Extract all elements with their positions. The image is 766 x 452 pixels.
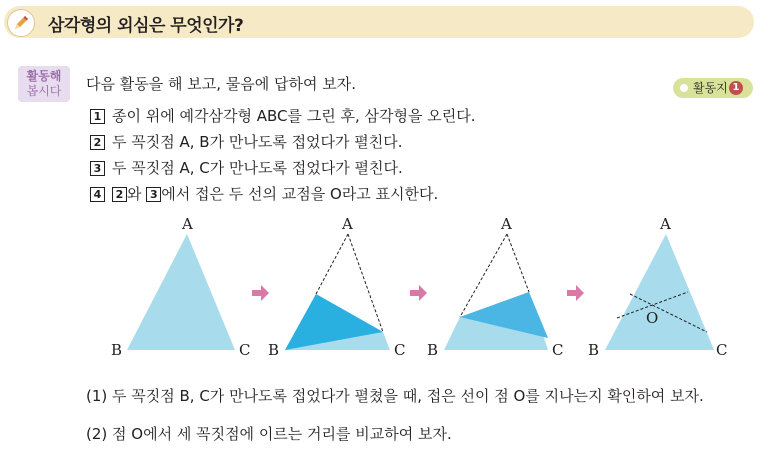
label-a-4: A <box>660 215 671 233</box>
step-text: 에서 접은 두 선의 교점을 O라고 표시한다. <box>161 185 439 203</box>
dashed-edge <box>507 234 529 292</box>
badge-line2: 봅시다 <box>26 84 62 98</box>
label-a-1: A <box>182 215 193 233</box>
step-text: 두 꼭짓점 A, B가 만나도록 접었다가 펼친다. <box>112 133 403 151</box>
triangle-4 <box>605 234 714 350</box>
label-c-1: C <box>239 341 251 359</box>
step-text: 두 꼭짓점 A, C가 만나도록 접었다가 펼친다. <box>112 159 403 177</box>
triangle-1 <box>127 234 235 350</box>
label-c-2: C <box>394 341 406 359</box>
page-title: 삼각형의 외심은 무엇인가? <box>48 16 244 36</box>
step-mid: 와 <box>127 185 147 203</box>
step-number: 2 <box>90 135 105 150</box>
label-c-3: C <box>552 341 564 359</box>
step-text: 종이 위에 예각삼각형 ABC를 그린 후, 삼각형을 오린다. <box>112 107 476 125</box>
label-a-2: A <box>342 215 353 233</box>
label-o-4: O <box>646 309 659 327</box>
label-b-1: B <box>111 341 123 359</box>
arrow-icon-2 <box>410 285 427 301</box>
worksheet-label: 활동지 <box>693 81 728 95</box>
label-c-4: C <box>716 341 728 359</box>
step-number: 1 <box>90 109 105 124</box>
badge-line1: 활동해 <box>26 69 62 83</box>
intro-text: 다음 활동을 해 보고, 물음에 답하여 보자. <box>86 75 356 93</box>
step-number: 4 <box>90 187 105 202</box>
arrow-icon-1 <box>252 285 269 301</box>
label-a-3: A <box>501 215 512 233</box>
question-1: (1) 두 꼭짓점 B, C가 만나도록 접었다가 펼쳤을 때, 접은 선이 점 O를 지나는지 확인하여 보자. <box>86 387 704 405</box>
worksheet-number: 1 <box>729 81 743 95</box>
dashed-edge <box>316 234 348 294</box>
step-ref: 3 <box>146 187 161 202</box>
question-2: (2) 점 O에서 세 꼭짓점에 이르는 거리를 비교하여 보자. <box>86 425 452 443</box>
label-b-2: B <box>268 341 280 359</box>
label-b-4: B <box>588 341 600 359</box>
step-number: 3 <box>90 161 105 176</box>
label-b-3: B <box>427 341 439 359</box>
arrow-icon-3 <box>567 285 584 301</box>
step-ref: 2 <box>112 187 127 202</box>
